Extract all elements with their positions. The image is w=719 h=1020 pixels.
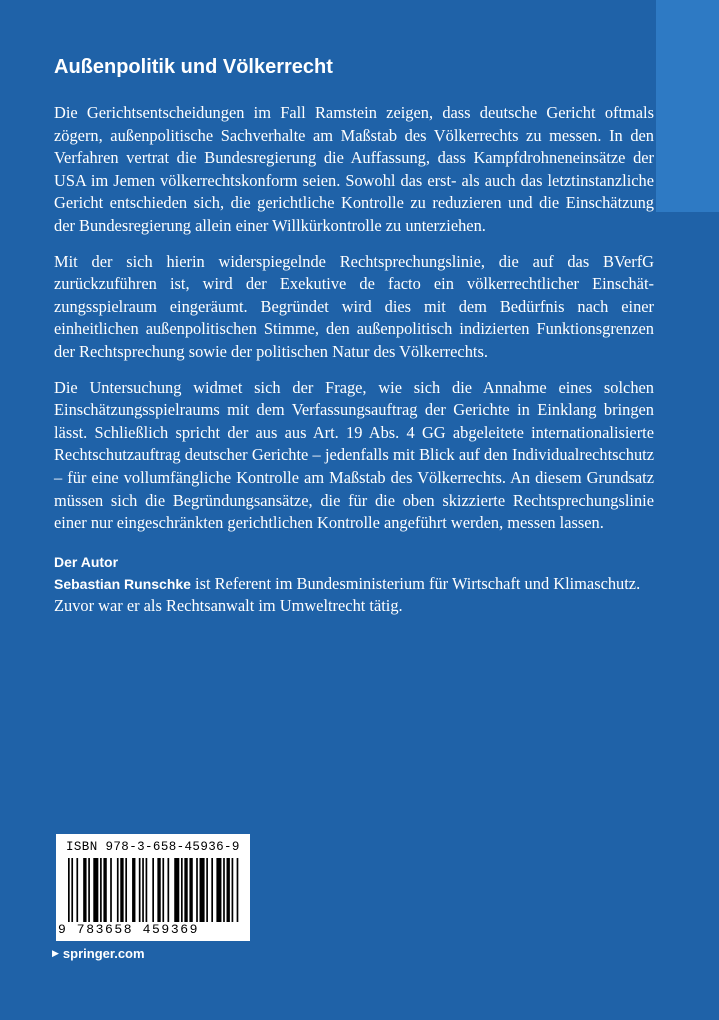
barcode-bar (223, 858, 225, 922)
barcode-bar (237, 858, 239, 922)
section-heading: Außenpolitik und Völkerrecht (54, 56, 333, 78)
paragraph-2: Mit der sich hierin widerspiegelnde Rechtsprechungslinie, die auf das BVerfG zurückzuführen ist, wird der Exekutive de facto ein völkerrechtlicher Einschätzungsspielraum eingeräumt. Begründet wird dies mit dem Bedürfnis nach einer einheitlichen außenpolitischen Stimme, den außenpolitisch indizierten Funktionsgrenzen der Rechtsprechung sowie der politischen Natur des Völkerrechts. (54, 251, 654, 361)
barcode-bar (83, 858, 86, 922)
publisher-url: springer.com (62, 946, 145, 961)
barcode-bar (157, 858, 160, 922)
paragraph-1: Die Gerichtsentscheidungen im Fall Ramstein zeigen, dass deutsche Gericht oftmals zögern, außenpolitische Sachverhalte am Maßstab des Völkerrechts zu messen. In den Verfahren vertrat die Bundesregierung die Auffassung, dass Kampfdrohneneinsätze der USA im Jemen völkerrechtskonform seien. Sowohl das erst- als auch das letztinstanzliche Gericht entschieden sich, die gerichtliche Kontrolle zu reduzieren und die Einschätzung der Bundesregierung allein einer Willkürkontrolle zu unterziehen. (54, 103, 654, 235)
barcode-bar (132, 858, 135, 922)
barcode-bar (71, 858, 73, 922)
barcode-bar (103, 858, 106, 922)
barcode-bar (142, 858, 144, 922)
barcode-bar (139, 858, 141, 922)
barcode-bar (227, 858, 230, 922)
barcode-bar (100, 858, 102, 922)
barcode-bar (117, 858, 119, 922)
barcode-bar (189, 858, 192, 922)
barcode-bar (167, 858, 169, 922)
barcode-bar (76, 858, 78, 922)
publisher-link[interactable] (52, 946, 145, 961)
isbn-number: ISBN 978-3-658-45936-9 (66, 840, 240, 854)
barcode-bar (93, 858, 98, 922)
barcode-bar (206, 858, 208, 922)
barcode-bar (68, 858, 70, 922)
author-heading: Der Autor (54, 553, 119, 570)
barcode-bar (211, 858, 213, 922)
barcode-bar (152, 858, 154, 922)
barcode-bar (174, 858, 179, 922)
author-name: Sebastian Runschke (54, 575, 191, 592)
ean-number: 9 783658 459369 (58, 922, 200, 937)
cover-edge-strip (656, 0, 719, 212)
paragraph-3: Die Untersuchung widmet sich der Frage, wie sich die Annahme eines solchen Einschätzungsspielraums mit dem Verfassungsauftrag der Gerichte in Einklang bringen lässt. Schließlich spricht der aus aus Art. 19 Abs. 4 GG abgeleitete internationalisierte Rechtschutzauftrag deutscher Gerichte – jedenfalls mit Blick auf den Individualrechtschutz – für eine vollumfängliche Kontrolle am Maßstab des Völkerrechts. An diesem Grundsatz müssen sich die Begründungsansätze, die für die oben skizzierte Rechtsprechungslinie einer nur eingeschränkten gerichtlichen Kontrolle angeführt werden, messen lassen. (54, 377, 654, 533)
barcode-bar (88, 858, 90, 922)
back-cover-content (54, 52, 654, 618)
barcode-bar (184, 858, 187, 922)
barcode-bar (232, 858, 234, 922)
author-bio (54, 573, 654, 618)
barcode-bar (110, 858, 112, 922)
barcode-bar (181, 858, 183, 922)
barcode-bars (68, 858, 240, 922)
author-bio-text: ist Referent im Bundesministerium für Wirtschaft und Klimaschutz. Zuvor war er als Rechtsanwalt im Umweltrecht tätig. (54, 573, 641, 616)
barcode-bar (216, 858, 221, 922)
barcode-bar (120, 858, 123, 922)
triangle-arrow-icon: ▶ (52, 948, 59, 958)
barcode-bar (125, 858, 127, 922)
barcode-bar (196, 858, 198, 922)
barcode-bar (146, 858, 148, 922)
barcode-bar (200, 858, 205, 922)
isbn-barcode (56, 834, 250, 941)
barcode-bar (162, 858, 164, 922)
